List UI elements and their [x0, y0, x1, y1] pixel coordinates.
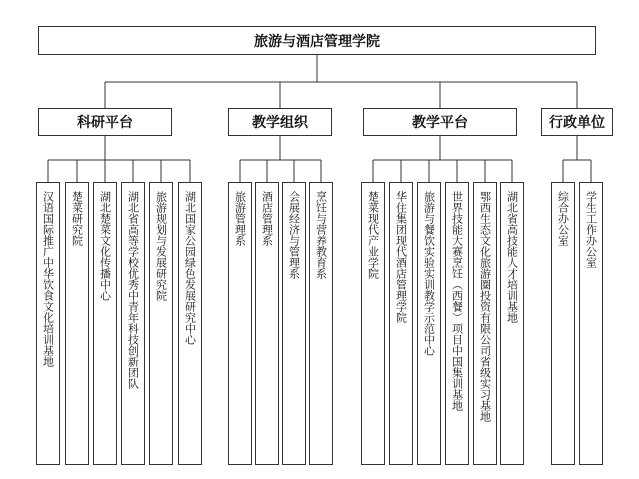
leaf-label: 汉语国际推广中华饮食文化培训基地 [41, 191, 55, 367]
leaf-node [121, 182, 145, 465]
leaf-node [36, 182, 60, 465]
category-title: 教学平台 [412, 115, 468, 131]
category-title: 行政单位 [549, 115, 605, 131]
category-teaching-organization [228, 108, 332, 136]
leaf-node [445, 182, 469, 465]
leaf-label: 旅游管理系 [233, 191, 247, 246]
leaf-node [417, 182, 441, 465]
leaf-label: 楚菜现代产业学院 [366, 191, 380, 279]
root-title: 旅游与酒店管理学院 [254, 33, 380, 50]
leaf-node [93, 182, 117, 465]
root-node [38, 26, 596, 55]
leaf-label: 湖北国家公园绿色发展研究中心 [183, 191, 197, 345]
leaf-node [178, 182, 202, 465]
category-teaching-platform [363, 108, 517, 136]
leaf-node [500, 182, 524, 465]
category-title: 教学组织 [252, 115, 308, 131]
category-title: 科研平台 [77, 115, 133, 131]
leaf-label: 华住集团现代酒店管理学院 [394, 191, 408, 323]
leaf-node [361, 182, 385, 465]
leaf-node [282, 182, 306, 465]
leaf-node [228, 182, 252, 465]
leaf-label: 湖北楚菜文化传播中心 [98, 191, 112, 301]
leaf-node [579, 182, 603, 465]
leaf-label: 楚菜研究院 [70, 191, 84, 246]
leaf-label: 学生工作办公室 [584, 191, 598, 268]
leaf-node [309, 182, 333, 465]
leaf-label: 湖北省高等学校优秀中青年科技创新团队 [126, 191, 140, 389]
leaf-label: 会展经济与管理系 [287, 191, 301, 279]
leaf-label: 湖北省高技能人才培训基地 [505, 191, 519, 323]
leaf-label: 综合办公室 [556, 191, 570, 246]
leaf-label: 鄂西生态文化旅游圈投资有限公司省级实习基地 [478, 191, 492, 422]
leaf-node [255, 182, 279, 465]
leaf-node [473, 182, 497, 465]
leaf-node [149, 182, 173, 465]
leaf-label: 酒店管理系 [260, 191, 274, 246]
leaf-node [389, 182, 413, 465]
category-administrative-unit [541, 108, 613, 136]
leaf-label: 烹饪与营养教育系 [314, 191, 328, 279]
leaf-node [65, 182, 89, 465]
leaf-label: 旅游规划与发展研究院 [154, 191, 168, 301]
leaf-node [551, 182, 575, 465]
leaf-label: 世界技能大赛烹饪（西餐）项目中国集训基地 [450, 191, 464, 411]
category-research-platform [38, 108, 172, 136]
leaf-label: 旅游与餐饮实验实训教学示范中心 [422, 191, 436, 356]
